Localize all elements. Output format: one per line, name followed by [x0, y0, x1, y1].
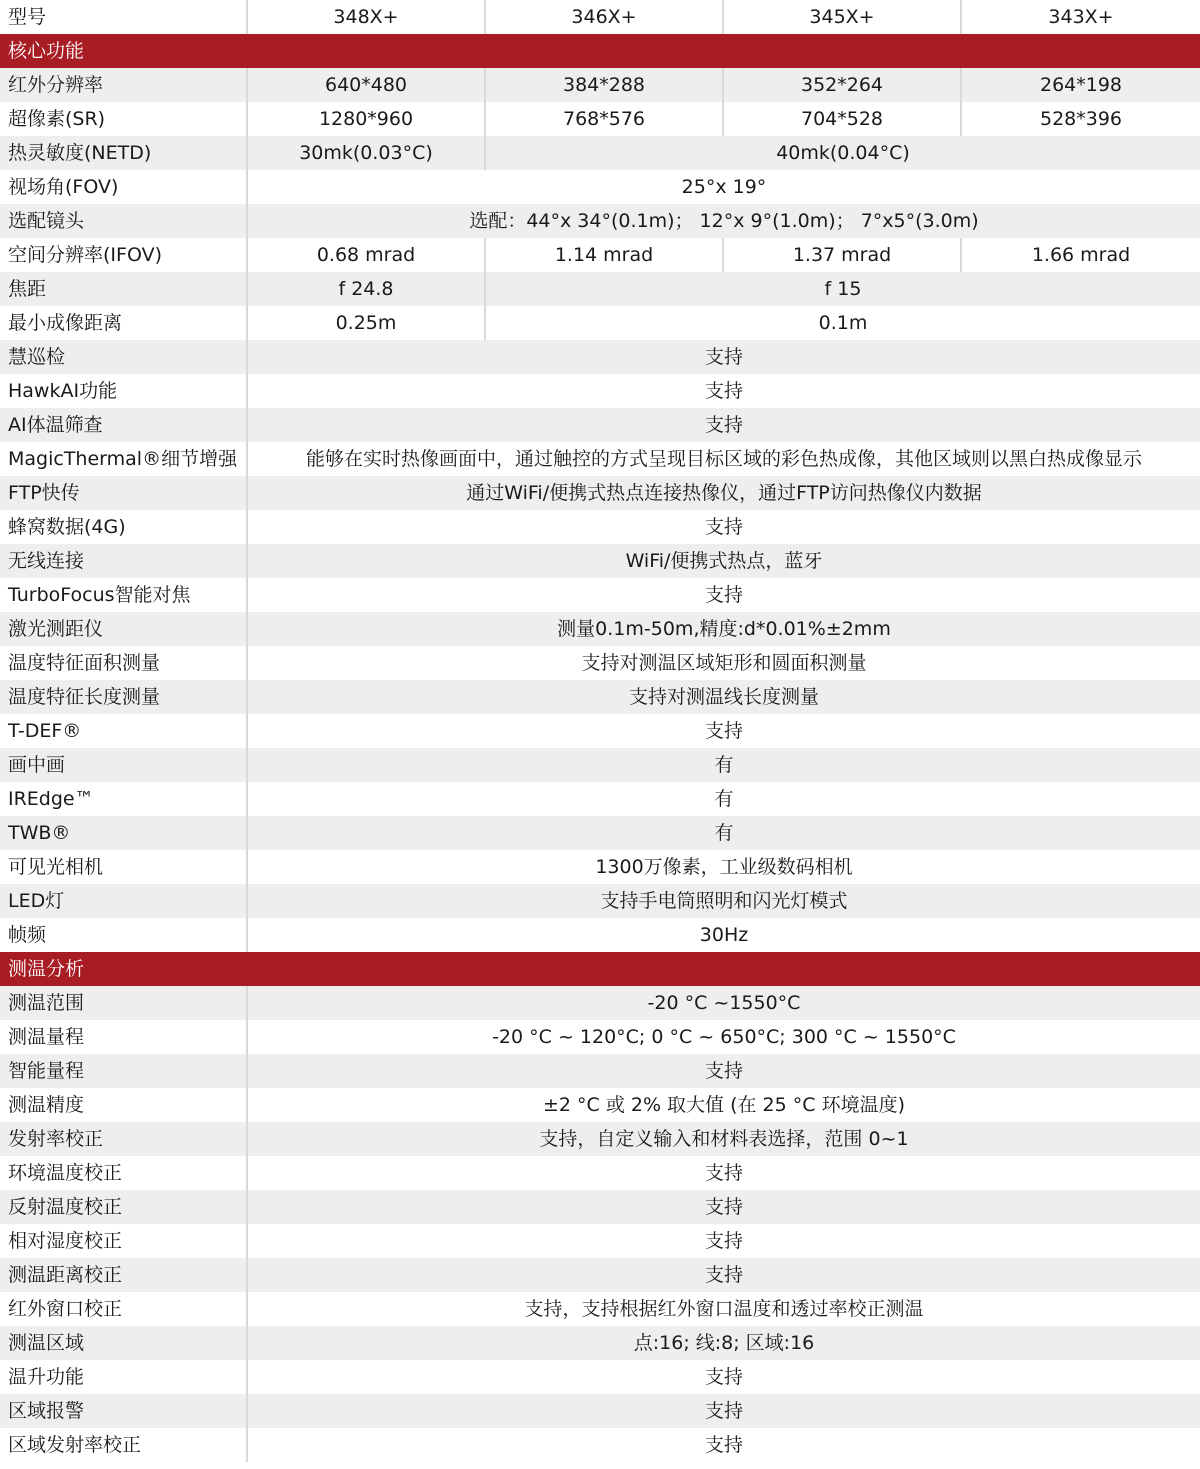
spec-row	[0, 782, 1200, 816]
spec-label: 超像素(SR)	[0, 102, 247, 136]
spec-value: 支持	[247, 510, 1200, 544]
spec-row	[0, 170, 1200, 204]
spec-label: 环境温度校正	[0, 1156, 247, 1190]
spec-value: 40mk(0.04°C)	[485, 136, 1200, 170]
spec-value: ±2 °C 或 2% 取大值 (在 25 °C 环境温度)	[247, 1088, 1200, 1122]
model-343: 343X+	[961, 0, 1200, 34]
spec-value: 通过WiFi/便携式热点连接热像仪，通过FTP访问热像仪内数据	[247, 476, 1200, 510]
spec-value: 支持	[247, 1224, 1200, 1258]
spec-label: 帧频	[0, 918, 247, 952]
spec-row	[0, 476, 1200, 510]
spec-label: 红外分辨率	[0, 68, 247, 102]
section-header	[0, 952, 1200, 986]
spec-row	[0, 306, 1200, 340]
spec-label: 红外窗口校正	[0, 1292, 247, 1326]
spec-row	[0, 748, 1200, 782]
spec-label: 发射率校正	[0, 1122, 247, 1156]
spec-value: 25°x 19°	[247, 170, 1200, 204]
spec-label: HawkAI功能	[0, 374, 247, 408]
spec-value: 支持	[247, 1394, 1200, 1428]
spec-label: AI体温筛查	[0, 408, 247, 442]
spec-label: 反射温度校正	[0, 1190, 247, 1224]
spec-label: 视场角(FOV)	[0, 170, 247, 204]
spec-row	[0, 816, 1200, 850]
spec-value: 选配：44°x 34°(0.1m)； 12°x 9°(1.0m)； 7°x5°(3.0m)	[247, 204, 1200, 238]
spec-row	[0, 578, 1200, 612]
spec-value: 支持	[247, 1428, 1200, 1462]
spec-label: 智能量程	[0, 1054, 247, 1088]
spec-value: 点:16; 线:8; 区域:16	[247, 1326, 1200, 1360]
spec-label: 相对湿度校正	[0, 1224, 247, 1258]
spec-row	[0, 272, 1200, 306]
spec-value: 1.66 mrad	[961, 238, 1200, 272]
spec-value: 0.25m	[247, 306, 485, 340]
spec-row	[0, 1258, 1200, 1292]
spec-label: 画中画	[0, 748, 247, 782]
spec-row	[0, 1122, 1200, 1156]
spec-row	[0, 918, 1200, 952]
model-346: 346X+	[485, 0, 723, 34]
spec-value: 30Hz	[247, 918, 1200, 952]
spec-row	[0, 442, 1200, 476]
spec-label: 温升功能	[0, 1360, 247, 1394]
spec-value: 768*576	[485, 102, 723, 136]
header-label: 型号	[0, 0, 247, 34]
spec-label: 热灵敏度(NETD)	[0, 136, 247, 170]
spec-value: 支持，支持根据红外窗口温度和透过率校正测温	[247, 1292, 1200, 1326]
spec-label: 激光测距仪	[0, 612, 247, 646]
spec-value: 支持	[247, 1360, 1200, 1394]
spec-value: 30mk(0.03°C)	[247, 136, 485, 170]
spec-value: 有	[247, 816, 1200, 850]
spec-value: 支持	[247, 1190, 1200, 1224]
spec-value: 352*264	[723, 68, 961, 102]
spec-row	[0, 646, 1200, 680]
spec-label: TurboFocus智能对焦	[0, 578, 247, 612]
spec-row	[0, 102, 1200, 136]
spec-value: 支持	[247, 340, 1200, 374]
spec-value: 1.37 mrad	[723, 238, 961, 272]
spec-value: 640*480	[247, 68, 485, 102]
spec-value: WiFi/便携式热点，蓝牙	[247, 544, 1200, 578]
spec-label: 温度特征面积测量	[0, 646, 247, 680]
spec-value: 支持对测温线长度测量	[247, 680, 1200, 714]
spec-label: 测温量程	[0, 1020, 247, 1054]
spec-row	[0, 1156, 1200, 1190]
spec-row	[0, 1394, 1200, 1428]
spec-row	[0, 612, 1200, 646]
spec-value: 能够在实时热像画面中，通过触控的方式呈现目标区域的彩色热成像，其他区域则以黑白热成像显示	[247, 442, 1200, 476]
spec-label: 测温距离校正	[0, 1258, 247, 1292]
spec-value: 1280*960	[247, 102, 485, 136]
spec-label: IREdge™	[0, 782, 247, 816]
spec-value: 测量0.1m-50m,精度:d*0.01%±2mm	[247, 612, 1200, 646]
spec-row	[0, 374, 1200, 408]
section-header	[0, 34, 1200, 68]
spec-value: 1300万像素，工业级数码相机	[247, 850, 1200, 884]
spec-value: 有	[247, 782, 1200, 816]
spec-label: 区域发射率校正	[0, 1428, 247, 1462]
spec-row	[0, 68, 1200, 102]
spec-row	[0, 1360, 1200, 1394]
spec-row	[0, 1088, 1200, 1122]
spec-row	[0, 238, 1200, 272]
spec-label: 测温精度	[0, 1088, 247, 1122]
spec-row	[0, 1326, 1200, 1360]
spec-row	[0, 1020, 1200, 1054]
spec-value: 支持	[247, 408, 1200, 442]
spec-value: 支持	[247, 1156, 1200, 1190]
spec-row	[0, 544, 1200, 578]
spec-value: 1.14 mrad	[485, 238, 723, 272]
spec-label: 区域报警	[0, 1394, 247, 1428]
spec-row	[0, 408, 1200, 442]
model-345: 345X+	[723, 0, 961, 34]
spec-row	[0, 1054, 1200, 1088]
spec-label: 蜂窝数据(4G)	[0, 510, 247, 544]
spec-row	[0, 1190, 1200, 1224]
spec-value: f 15	[485, 272, 1200, 306]
spec-value: 支持	[247, 374, 1200, 408]
spec-label: 测温范围	[0, 986, 247, 1020]
spec-row	[0, 850, 1200, 884]
section-title: 核心功能	[0, 34, 1200, 68]
model-348: 348X+	[247, 0, 485, 34]
spec-row	[0, 714, 1200, 748]
spec-value: 264*198	[961, 68, 1200, 102]
spec-label: 测温区域	[0, 1326, 247, 1360]
spec-row	[0, 1292, 1200, 1326]
spec-row	[0, 986, 1200, 1020]
spec-label: 温度特征长度测量	[0, 680, 247, 714]
spec-row	[0, 1428, 1200, 1462]
spec-label: MagicThermal®细节增强	[0, 442, 247, 476]
spec-value: 528*396	[961, 102, 1200, 136]
spec-row	[0, 1224, 1200, 1258]
spec-label: 空间分辨率(IFOV)	[0, 238, 247, 272]
spec-value: 384*288	[485, 68, 723, 102]
section-title: 测温分析	[0, 952, 1200, 986]
spec-value: -20 °C ~1550°C	[247, 986, 1200, 1020]
spec-label: 无线连接	[0, 544, 247, 578]
spec-value: 支持	[247, 714, 1200, 748]
spec-label: FTP快传	[0, 476, 247, 510]
spec-value: 有	[247, 748, 1200, 782]
spec-value: f 24.8	[247, 272, 485, 306]
spec-label: 可见光相机	[0, 850, 247, 884]
spec-value: 支持	[247, 578, 1200, 612]
spec-value: 支持，自定义输入和材料表选择，范围 0~1	[247, 1122, 1200, 1156]
spec-label: 慧巡检	[0, 340, 247, 374]
spec-row	[0, 884, 1200, 918]
spec-row	[0, 204, 1200, 238]
spec-row	[0, 136, 1200, 170]
spec-label: 焦距	[0, 272, 247, 306]
spec-row	[0, 680, 1200, 714]
spec-label: TWB®	[0, 816, 247, 850]
spec-label: T-DEF®	[0, 714, 247, 748]
spec-value: 0.1m	[485, 306, 1200, 340]
spec-value: 支持	[247, 1258, 1200, 1292]
spec-row	[0, 340, 1200, 374]
spec-label: 最小成像距离	[0, 306, 247, 340]
spec-label: 选配镜头	[0, 204, 247, 238]
spec-label: LED灯	[0, 884, 247, 918]
spec-value: -20 °C ~ 120°C; 0 °C ~ 650°C; 300 °C ~ 1550°C	[247, 1020, 1200, 1054]
spec-row	[0, 510, 1200, 544]
spec-value: 支持	[247, 1054, 1200, 1088]
spec-value: 704*528	[723, 102, 961, 136]
spec-value: 支持手电筒照明和闪光灯模式	[247, 884, 1200, 918]
spec-value: 支持对测温区域矩形和圆面积测量	[247, 646, 1200, 680]
spec-value: 0.68 mrad	[247, 238, 485, 272]
header-row	[0, 0, 1200, 34]
